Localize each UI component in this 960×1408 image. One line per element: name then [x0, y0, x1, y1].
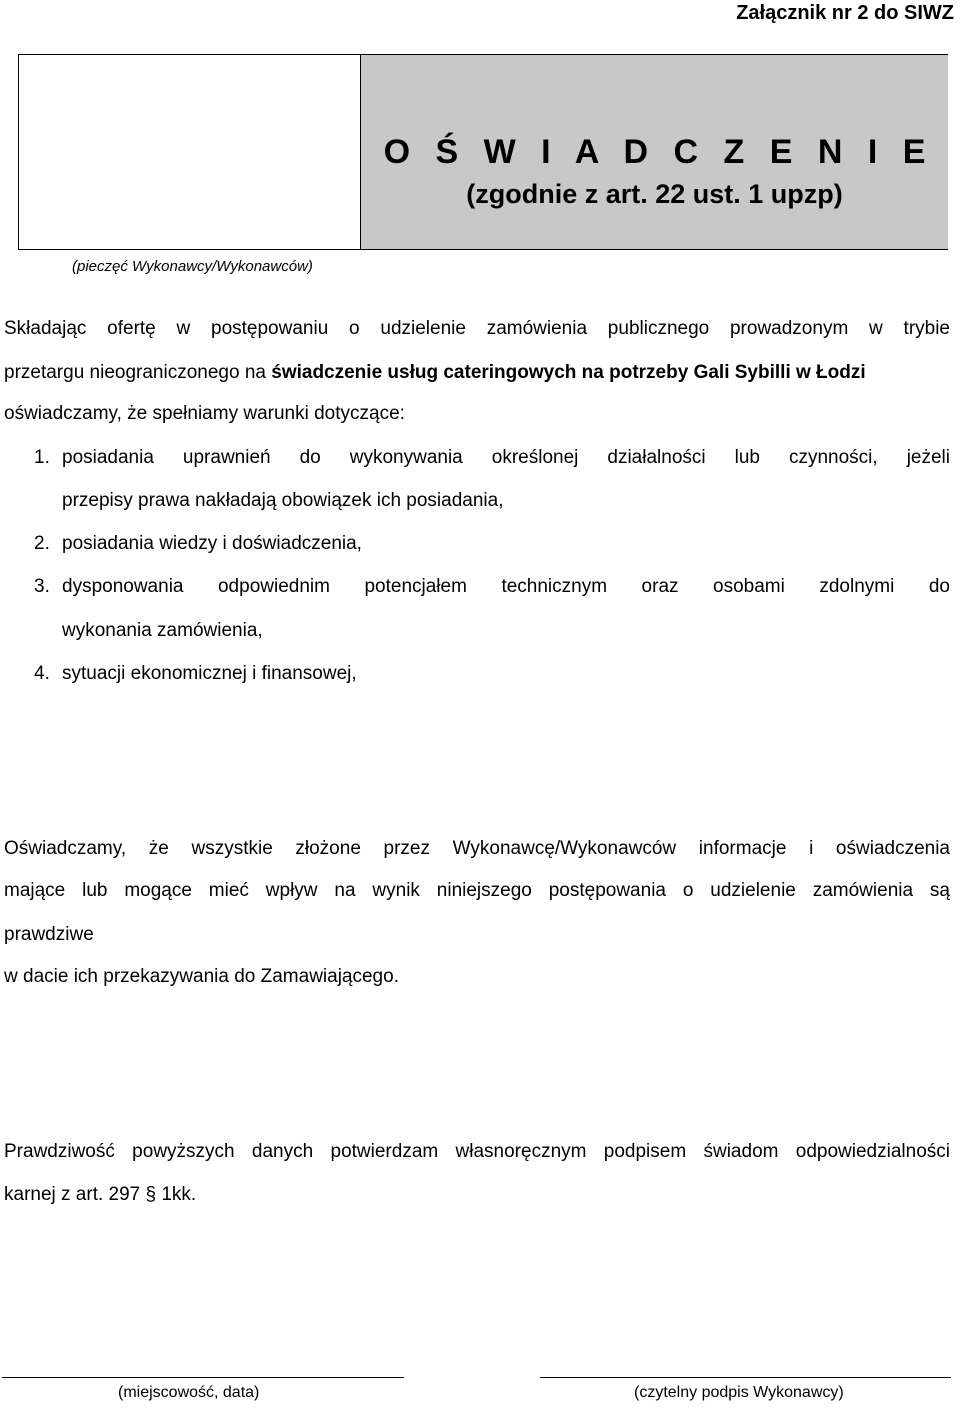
intro-line-2-plain: przetargu nieograniczonego na — [4, 362, 272, 383]
intro-line-2 — [4, 362, 866, 384]
signature-caption: (czytelny podpis Wykonawcy) — [634, 1384, 844, 1401]
declaration-line-3: prawdziwe — [4, 924, 94, 945]
declaration-line-4: w dacie ich przekazywania do Zamawiającego. — [4, 966, 399, 987]
condition-3-number: 3. — [34, 576, 50, 597]
intro-line-2-subject: świadczenie usług cateringowych na potrzeby Gali Sybilli w Łodzi — [271, 362, 866, 383]
intro-line-1: Składając ofertę w postępowaniu o udzielenie zamówienia publicznego prowadzonym w trybie — [4, 318, 950, 339]
signature-line — [540, 1377, 951, 1378]
document-subtitle: (zgodnie z art. 22 ust. 1 upzp) — [466, 179, 843, 209]
declaration-line-1: Oświadczamy, że wszystkie złożone przez Wykonawcę/Wykonawców informacje i oświadczenia — [4, 838, 950, 859]
stamp-area — [19, 55, 359, 249]
intro-line-3: oświadczamy, że spełniamy warunki dotyczące: — [4, 403, 405, 424]
place-date-signature-line — [2, 1377, 404, 1378]
header-box — [18, 54, 948, 250]
condition-1-line-1: posiadania uprawnień do wykonywania określonej działalności lub czynności, jeżeli — [62, 447, 950, 468]
condition-1-line-2: przepisy prawa nakładają obowiązek ich posiadania, — [62, 490, 504, 511]
place-date-caption: (miejscowość, data) — [118, 1384, 260, 1401]
condition-2-line-1: posiadania wiedzy i doświadczenia, — [62, 533, 362, 554]
condition-3-line-2: wykonania zamówienia, — [62, 620, 263, 641]
condition-1-number: 1. — [34, 447, 50, 468]
condition-3-line-1: dysponowania odpowiednim potencjałem technicznym oraz osobami zdolnymi do — [62, 576, 950, 597]
condition-4-number: 4. — [34, 663, 50, 684]
confirmation-line-2: karnej z art. 297 § 1kk. — [4, 1184, 197, 1205]
condition-2-number: 2. — [34, 533, 50, 554]
stamp-caption: (pieczęć Wykonawcy/Wykonawców) — [72, 258, 313, 275]
title-panel — [360, 55, 948, 249]
declaration-line-2: mające lub mogące mieć wpływ na wynik niniejszego postępowania o udzielenie zamówienia są — [4, 880, 950, 901]
confirmation-line-1: Prawdziwość powyższych danych potwierdzam własnoręcznym podpisem świadom odpowiedzialności — [4, 1141, 950, 1162]
annex-label: Załącznik nr 2 do SIWZ — [736, 2, 954, 24]
condition-4-line-1: sytuacji ekonomicznej i finansowej, — [62, 663, 357, 684]
document-title: O Ś W I A D C Z E N I E — [383, 133, 934, 171]
